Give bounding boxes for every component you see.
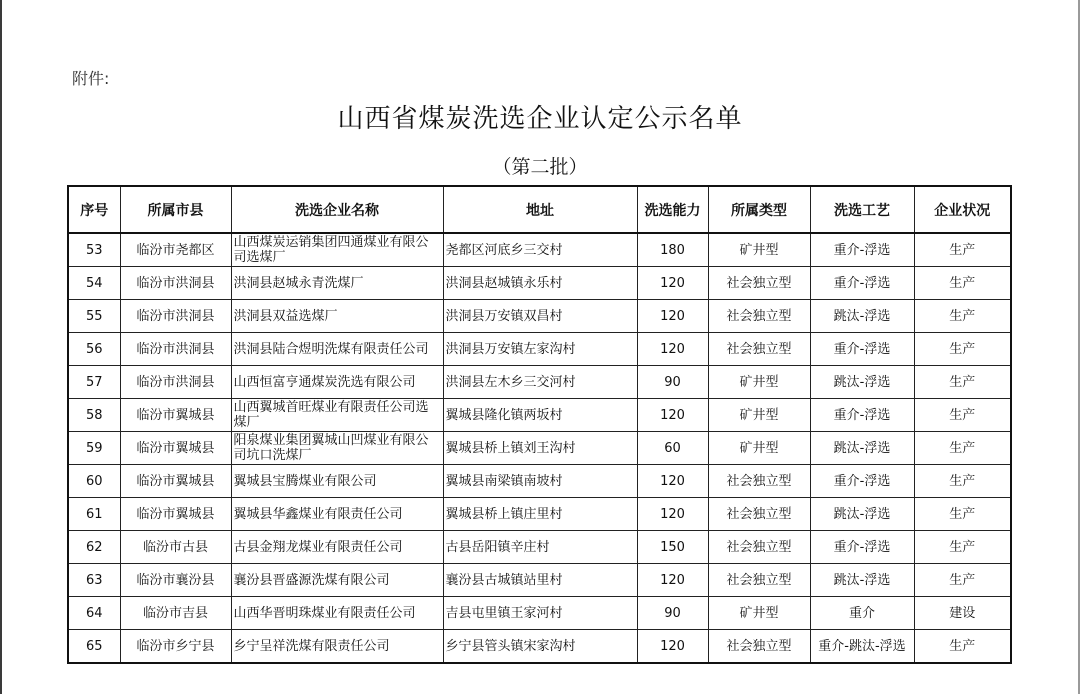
cell-city-county: 临汾市襄汾县 [120,564,231,597]
cell-enterprise-name: 山西华晋明珠煤业有限责任公司 [231,597,443,630]
cell-address: 尧都区河底乡三交村 [443,233,637,267]
cell-address: 洪洞县万安镇左家沟村 [443,333,637,366]
cell-city-county: 临汾市洪洞县 [120,267,231,300]
cell-type: 社会独立型 [708,465,810,498]
cell-type: 社会独立型 [708,531,810,564]
header-process: 洗选工艺 [810,186,914,233]
cell-city-county: 临汾市洪洞县 [120,366,231,399]
cell-type: 社会独立型 [708,498,810,531]
cell-seq: 53 [68,233,120,267]
cell-city-county: 临汾市翼城县 [120,399,231,432]
cell-city-county: 临汾市翼城县 [120,498,231,531]
cell-enterprise-name: 襄汾县晋盛源洗煤有限公司 [231,564,443,597]
cell-status: 生产 [914,531,1011,564]
cell-enterprise-name: 洪洞县陆合煜明洗煤有限责任公司 [231,333,443,366]
cell-capacity: 90 [637,366,708,399]
cell-capacity: 120 [637,630,708,664]
cell-address: 洪洞县赵城镇永乐村 [443,267,637,300]
cell-enterprise-name: 翼城县宝腾煤业有限公司 [231,465,443,498]
cell-capacity: 120 [637,267,708,300]
table-row [68,597,1011,630]
cell-enterprise-name: 阳泉煤业集团翼城山凹煤业有限公司坑口洗煤厂 [231,432,443,465]
cell-enterprise-name: 乡宁呈祥洗煤有限责任公司 [231,630,443,664]
header-seq: 序号 [68,186,120,233]
cell-process: 重介-跳汰-浮选 [810,630,914,664]
cell-status: 生产 [914,267,1011,300]
table-row [68,531,1011,564]
cell-type: 矿井型 [708,233,810,267]
cell-address: 翼城县南梁镇南坡村 [443,465,637,498]
cell-enterprise-name: 山西翼城首旺煤业有限责任公司选煤厂 [231,399,443,432]
cell-city-county: 临汾市翼城县 [120,432,231,465]
cell-process: 重介-浮选 [810,333,914,366]
cell-type: 社会独立型 [708,333,810,366]
cell-seq: 54 [68,267,120,300]
cell-address: 翼城县隆化镇两坂村 [443,399,637,432]
table-row [68,498,1011,531]
cell-capacity: 120 [637,399,708,432]
table-row [68,432,1011,465]
cell-status: 生产 [914,333,1011,366]
cell-address: 翼城县桥上镇庄里村 [443,498,637,531]
header-type: 所属类型 [708,186,810,233]
cell-address: 洪洞县万安镇双昌村 [443,300,637,333]
cell-status: 生产 [914,366,1011,399]
cell-seq: 58 [68,399,120,432]
cell-city-county: 临汾市洪洞县 [120,333,231,366]
cell-city-county: 临汾市吉县 [120,597,231,630]
cell-capacity: 120 [637,498,708,531]
cell-type: 矿井型 [708,366,810,399]
cell-city-county: 临汾市乡宁县 [120,630,231,664]
cell-type: 社会独立型 [708,267,810,300]
cell-process: 重介-浮选 [810,233,914,267]
cell-type: 社会独立型 [708,300,810,333]
cell-process: 跳汰-浮选 [810,366,914,399]
cell-capacity: 90 [637,597,708,630]
cell-enterprise-name: 山西恒富亨通煤炭洗选有限公司 [231,366,443,399]
cell-seq: 65 [68,630,120,664]
cell-seq: 55 [68,300,120,333]
cell-address: 襄汾县古城镇站里村 [443,564,637,597]
table-row [68,366,1011,399]
cell-seq: 61 [68,498,120,531]
cell-capacity: 150 [637,531,708,564]
cell-capacity: 60 [637,432,708,465]
cell-process: 跳汰-浮选 [810,498,914,531]
cell-seq: 59 [68,432,120,465]
cell-status: 生产 [914,498,1011,531]
cell-city-county: 临汾市古县 [120,531,231,564]
cell-process: 重介-浮选 [810,531,914,564]
cell-process: 跳汰-浮选 [810,300,914,333]
cell-status: 生产 [914,465,1011,498]
cell-process: 跳汰-浮选 [810,432,914,465]
cell-seq: 64 [68,597,120,630]
cell-seq: 62 [68,531,120,564]
table-row [68,630,1011,664]
cell-enterprise-name: 山西煤炭运销集团四通煤业有限公司选煤厂 [231,233,443,267]
cell-status: 生产 [914,630,1011,664]
cell-city-county: 临汾市尧都区 [120,233,231,267]
cell-type: 社会独立型 [708,564,810,597]
cell-status: 建设 [914,597,1011,630]
table-row [68,465,1011,498]
enterprise-table [67,185,1012,664]
cell-address: 洪洞县左木乡三交河村 [443,366,637,399]
table-row [68,233,1011,267]
cell-type: 矿井型 [708,597,810,630]
cell-city-county: 临汾市翼城县 [120,465,231,498]
cell-status: 生产 [914,399,1011,432]
table-row [68,564,1011,597]
cell-type: 社会独立型 [708,630,810,664]
header-capacity: 洗选能力 [637,186,708,233]
cell-status: 生产 [914,233,1011,267]
cell-address: 吉县屯里镇王家河村 [443,597,637,630]
cell-address: 翼城县桥上镇刘王沟村 [443,432,637,465]
attachment-label: 附件: [72,69,110,88]
header-city-county: 所属市县 [120,186,231,233]
cell-enterprise-name: 洪洞县双益选煤厂 [231,300,443,333]
cell-type: 矿井型 [708,399,810,432]
cell-address: 古县岳阳镇辛庄村 [443,531,637,564]
cell-capacity: 120 [637,333,708,366]
cell-seq: 57 [68,366,120,399]
cell-capacity: 180 [637,233,708,267]
table-row [68,267,1011,300]
cell-city-county: 临汾市洪洞县 [120,300,231,333]
header-status: 企业状况 [914,186,1011,233]
cell-seq: 60 [68,465,120,498]
cell-status: 生产 [914,300,1011,333]
cell-capacity: 120 [637,300,708,333]
header-address: 地址 [443,186,637,233]
header-enterprise-name: 洗选企业名称 [231,186,443,233]
cell-seq: 56 [68,333,120,366]
document-subtitle: （第二批） [492,156,588,178]
cell-capacity: 120 [637,564,708,597]
cell-process: 重介-浮选 [810,267,914,300]
cell-seq: 63 [68,564,120,597]
cell-process: 重介 [810,597,914,630]
cell-status: 生产 [914,432,1011,465]
cell-status: 生产 [914,564,1011,597]
table-header-row [68,186,1011,233]
table-row [68,300,1011,333]
cell-enterprise-name: 洪洞县赵城永青洗煤厂 [231,267,443,300]
cell-type: 矿井型 [708,432,810,465]
cell-capacity: 120 [637,465,708,498]
table-row [68,399,1011,432]
cell-process: 跳汰-浮选 [810,564,914,597]
cell-process: 重介-浮选 [810,465,914,498]
cell-process: 重介-浮选 [810,399,914,432]
cell-enterprise-name: 翼城县华鑫煤业有限责任公司 [231,498,443,531]
cell-enterprise-name: 古县金翔龙煤业有限责任公司 [231,531,443,564]
cell-address: 乡宁县管头镇宋家沟村 [443,630,637,664]
table-row [68,333,1011,366]
document-title: 山西省煤炭洗选企业认定公示名单 [337,104,743,134]
